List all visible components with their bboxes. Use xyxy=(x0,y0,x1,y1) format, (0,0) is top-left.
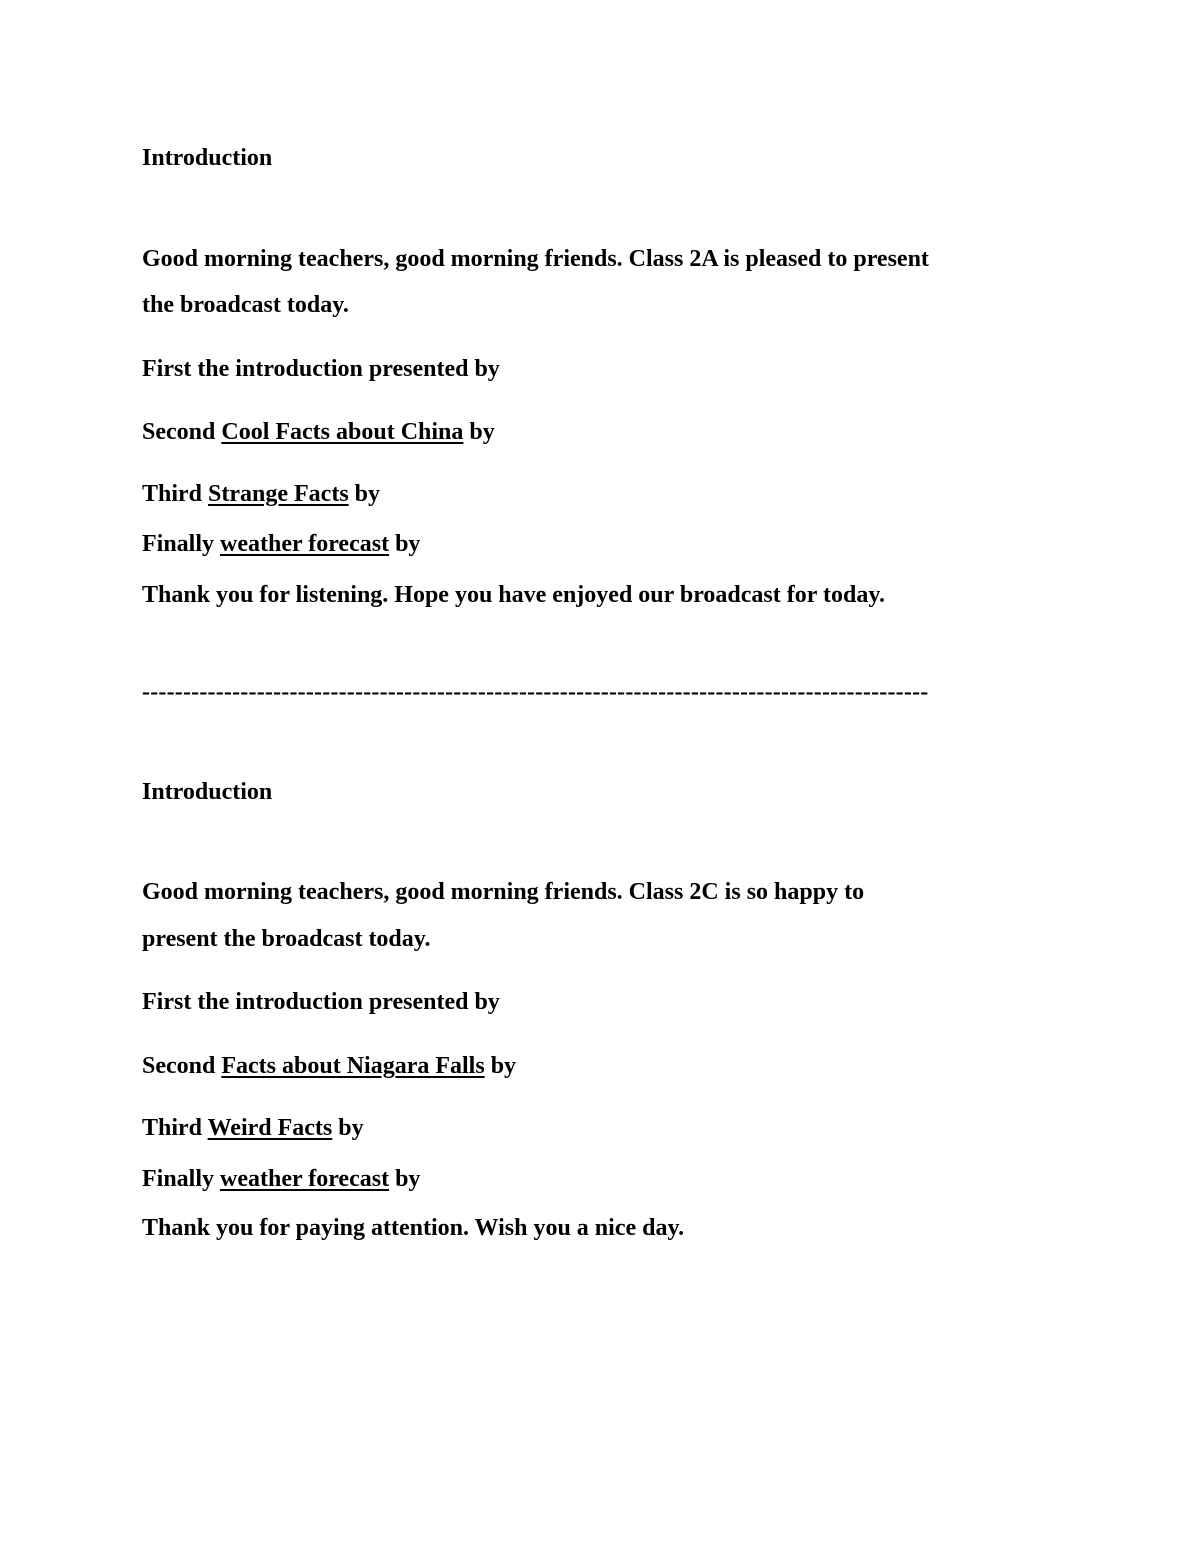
section2-heading: Introduction xyxy=(142,779,273,805)
section2-finally-by: by xyxy=(395,1166,421,1192)
section1-third-item xyxy=(142,479,380,509)
section2-greeting-line2: present the broadcast today. xyxy=(142,926,431,952)
section1-third-by: by xyxy=(354,481,381,507)
section2-closing: Thank you for paying attention. Wish you a nice day. xyxy=(142,1215,685,1241)
section2-finally-item xyxy=(142,1164,420,1194)
section2-third-item xyxy=(142,1113,364,1143)
section1-greeting-line1: Good morning teachers, good morning friends. Class 2A is pleased to present xyxy=(142,246,929,272)
section1-second-prefix: Second xyxy=(142,419,216,445)
section1-heading: Introduction xyxy=(142,145,273,171)
section2-first-item: First the introduction presented by xyxy=(142,989,500,1015)
dashed-divider: ------------------------------------------------------------------------------------------------ xyxy=(142,679,929,705)
section1-finally-prefix: Finally xyxy=(142,531,215,557)
section1-third-prefix: Third xyxy=(142,481,203,507)
section1-greeting-line2: the broadcast today. xyxy=(142,292,349,318)
section1-finally-topic: weather forecast xyxy=(220,531,390,557)
section2-second-by: by xyxy=(490,1053,517,1079)
section2-greeting-line1: Good morning teachers, good morning friends. Class 2C is so happy to xyxy=(142,879,865,905)
section1-second-topic: Cool Facts about China xyxy=(221,419,464,445)
section1-third-topic: Strange Facts xyxy=(208,481,349,507)
section2-third-topic: Weird Facts xyxy=(207,1115,333,1141)
section2-finally-topic: weather forecast xyxy=(220,1166,390,1192)
section2-third-by: by xyxy=(338,1115,364,1141)
section1-closing: Thank you for listening. Hope you have enjoyed our broadcast for today. xyxy=(142,582,885,608)
section2-finally-prefix: Finally xyxy=(142,1166,215,1192)
section1-first-item: First the introduction presented by xyxy=(142,356,500,382)
section2-third-prefix: Third xyxy=(142,1115,203,1141)
section2-second-prefix: Second xyxy=(142,1053,216,1079)
section1-second-by: by xyxy=(469,419,495,445)
section1-finally-by: by xyxy=(395,531,421,557)
section2-second-topic: Facts about Niagara Falls xyxy=(221,1053,485,1079)
section1-finally-item xyxy=(142,529,420,559)
section2-second-item xyxy=(142,1051,516,1081)
section1-second-item xyxy=(142,417,495,447)
